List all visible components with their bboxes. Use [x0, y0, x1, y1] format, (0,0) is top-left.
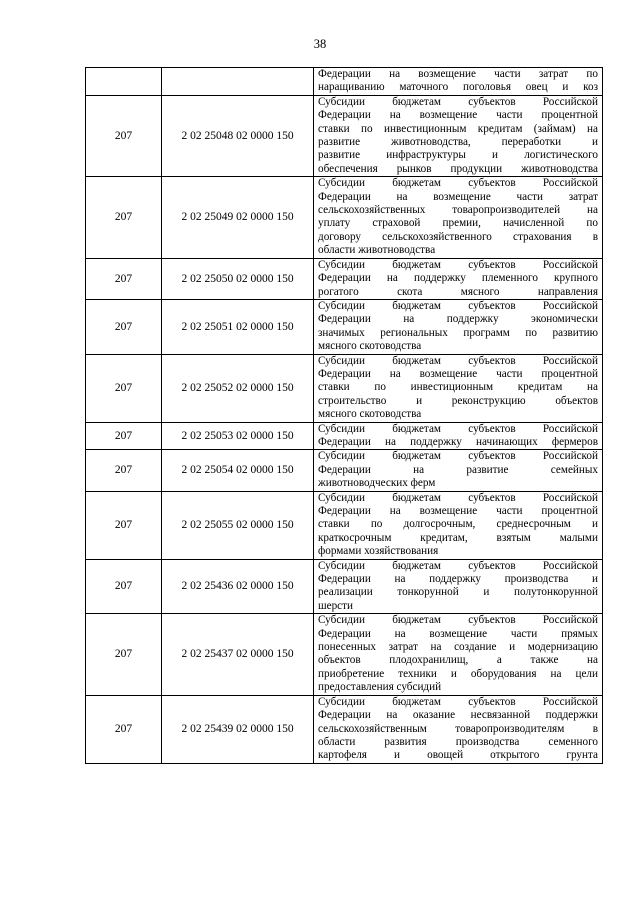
description-line: ставки по инвестиционным кредитам (займам) на — [318, 122, 598, 135]
description-cell — [314, 422, 603, 450]
description-line: области животноводства — [318, 244, 436, 257]
description-line: приобретение техники и оборудования на цели — [318, 667, 598, 680]
income-code-cell: 2 02 25436 02 0000 150 — [162, 559, 314, 614]
description-line: формами хозяйствования — [318, 545, 439, 558]
income-code-cell: 2 02 25049 02 0000 150 — [162, 177, 314, 258]
description-cell — [314, 68, 603, 96]
description-line: картофеля и овощей открытого грунта — [318, 749, 598, 762]
description-line: рогатого скота мясного направления — [318, 285, 598, 298]
budget-classification-table — [85, 67, 603, 764]
table-row — [86, 422, 603, 450]
description-line: Федерации на развитие семейных — [318, 463, 598, 476]
description-cell — [314, 299, 603, 354]
table-row — [86, 68, 603, 96]
description-line: Федерации на поддержку производства и — [318, 573, 598, 586]
description-cell — [314, 354, 603, 422]
description-line: реализации тонкорунной и полутонкорунной — [318, 586, 598, 599]
income-code-cell: 2 02 25051 02 0000 150 — [162, 299, 314, 354]
description-line: Федерации на возмещение части затрат — [318, 190, 598, 203]
table-row — [86, 95, 603, 176]
table-body — [86, 68, 603, 764]
description-line: Федерации на оказание несвязанной поддержки — [318, 709, 598, 722]
description-line: Субсидии бюджетам субъектов Российской — [318, 258, 598, 271]
description-line: Федерации на возмещение части процентной — [318, 109, 598, 122]
description-line: краткосрочным кредитам, взятым малыми — [318, 531, 598, 544]
description-line: понесенных затрат на создание и модернизацию — [318, 641, 598, 654]
description-cell — [314, 95, 603, 176]
table-row — [86, 177, 603, 258]
description-line: объектов плодохранилищ, а также на — [318, 654, 598, 667]
description-line: Субсидии бюджетам субъектов Российской — [318, 95, 598, 108]
description-line: Федерации на возмещение части процентной — [318, 367, 598, 380]
description-line: Федерации на поддержку начинающих фермеров — [318, 435, 598, 448]
description-line: строительство и реконструкцию объектов — [318, 394, 598, 407]
income-code-cell: 2 02 25437 02 0000 150 — [162, 614, 314, 695]
admin-code-cell: 207 — [86, 95, 162, 176]
admin-code-cell: 207 — [86, 491, 162, 559]
admin-code-cell: 207 — [86, 258, 162, 299]
income-code-cell: 2 02 25054 02 0000 150 — [162, 450, 314, 491]
description-cell — [314, 559, 603, 614]
admin-code-cell: 207 — [86, 177, 162, 258]
description-line: Федерации на возмещение части процентной — [318, 505, 598, 517]
description-line: Субсидии бюджетам субъектов Российской — [318, 559, 598, 572]
description-cell — [314, 491, 603, 559]
income-code-cell: 2 02 25052 02 0000 150 — [162, 354, 314, 422]
admin-code-cell: 207 — [86, 422, 162, 450]
admin-code-cell: 207 — [86, 559, 162, 614]
description-line: сельскохозяйственным товаропроизводителям в — [318, 722, 598, 735]
description-line: Федерации на возмещение части затрат по — [318, 68, 598, 80]
description-cell — [314, 177, 603, 258]
description-line: обеспечения рынков продукции животноводства — [318, 162, 598, 175]
description-line: значимых региональных программ по развитию — [318, 326, 598, 339]
table-row — [86, 614, 603, 695]
description-line: ставки по долгосрочным, среднесрочным и — [318, 518, 598, 531]
admin-code-cell: 207 — [86, 450, 162, 491]
income-code-cell: 2 02 25055 02 0000 150 — [162, 491, 314, 559]
table-row — [86, 491, 603, 559]
description-line: Федерации на возмещение части прямых — [318, 627, 598, 640]
description-cell — [314, 614, 603, 695]
description-cell — [314, 695, 603, 763]
description-line: наращиванию маточного поголовья овец и коз — [318, 81, 598, 94]
income-code-cell: 2 02 25439 02 0000 150 — [162, 695, 314, 763]
description-line: развитие животноводства, переработки и — [318, 136, 598, 149]
income-code-cell — [162, 68, 314, 96]
table-row — [86, 354, 603, 422]
description-line: Субсидии бюджетам субъектов Российской — [318, 177, 598, 190]
description-line: развитие инфраструктуры и логистического — [318, 149, 598, 162]
income-code-cell: 2 02 25050 02 0000 150 — [162, 258, 314, 299]
description-line: Федерации на поддержку экономически — [318, 313, 598, 326]
table-row — [86, 450, 603, 491]
admin-code-cell: 207 — [86, 299, 162, 354]
description-cell — [314, 258, 603, 299]
description-line: сельскохозяйственных товаропроизводителей на — [318, 204, 598, 217]
table-row — [86, 695, 603, 763]
admin-code-cell: 207 — [86, 695, 162, 763]
table-row — [86, 559, 603, 614]
description-line: Субсидии бюджетам субъектов Российской — [318, 614, 598, 627]
description-line: Субсидии бюджетам субъектов Российской — [318, 491, 598, 504]
description-line: области развития производства семенного — [318, 735, 598, 748]
description-line: уплату страховой премии, начисленной по — [318, 217, 598, 230]
description-line: договору сельскохозяйственного страхования в — [318, 230, 598, 243]
description-line: Субсидии бюджетам субъектов Российской — [318, 354, 598, 367]
admin-code-cell: 207 — [86, 354, 162, 422]
description-line: Федерации на поддержку племенного крупного — [318, 272, 598, 285]
page-number: 38 — [313, 37, 327, 51]
table-row — [86, 258, 603, 299]
description-line: Субсидии бюджетам субъектов Российской — [318, 422, 598, 435]
table-row — [86, 299, 603, 354]
admin-code-cell: 207 — [86, 614, 162, 695]
description-line: предоставления субсидий — [318, 681, 442, 694]
description-line: ставки по инвестиционным кредитам на — [318, 381, 598, 394]
description-line: животноводческих ферм — [318, 477, 436, 490]
income-code-cell: 2 02 25053 02 0000 150 — [162, 422, 314, 450]
income-code-cell: 2 02 25048 02 0000 150 — [162, 95, 314, 176]
description-line: шерсти — [318, 599, 354, 612]
description-line: Субсидии бюджетам субъектов Российской — [318, 299, 598, 312]
description-line: мясного скотоводства — [318, 340, 422, 353]
description-line: Субсидии бюджетам субъектов Российской — [318, 695, 598, 708]
admin-code-cell — [86, 68, 162, 96]
description-cell — [314, 450, 603, 491]
description-line: Субсидии бюджетам субъектов Российской — [318, 450, 598, 463]
description-line: мясного скотоводства — [318, 408, 422, 421]
